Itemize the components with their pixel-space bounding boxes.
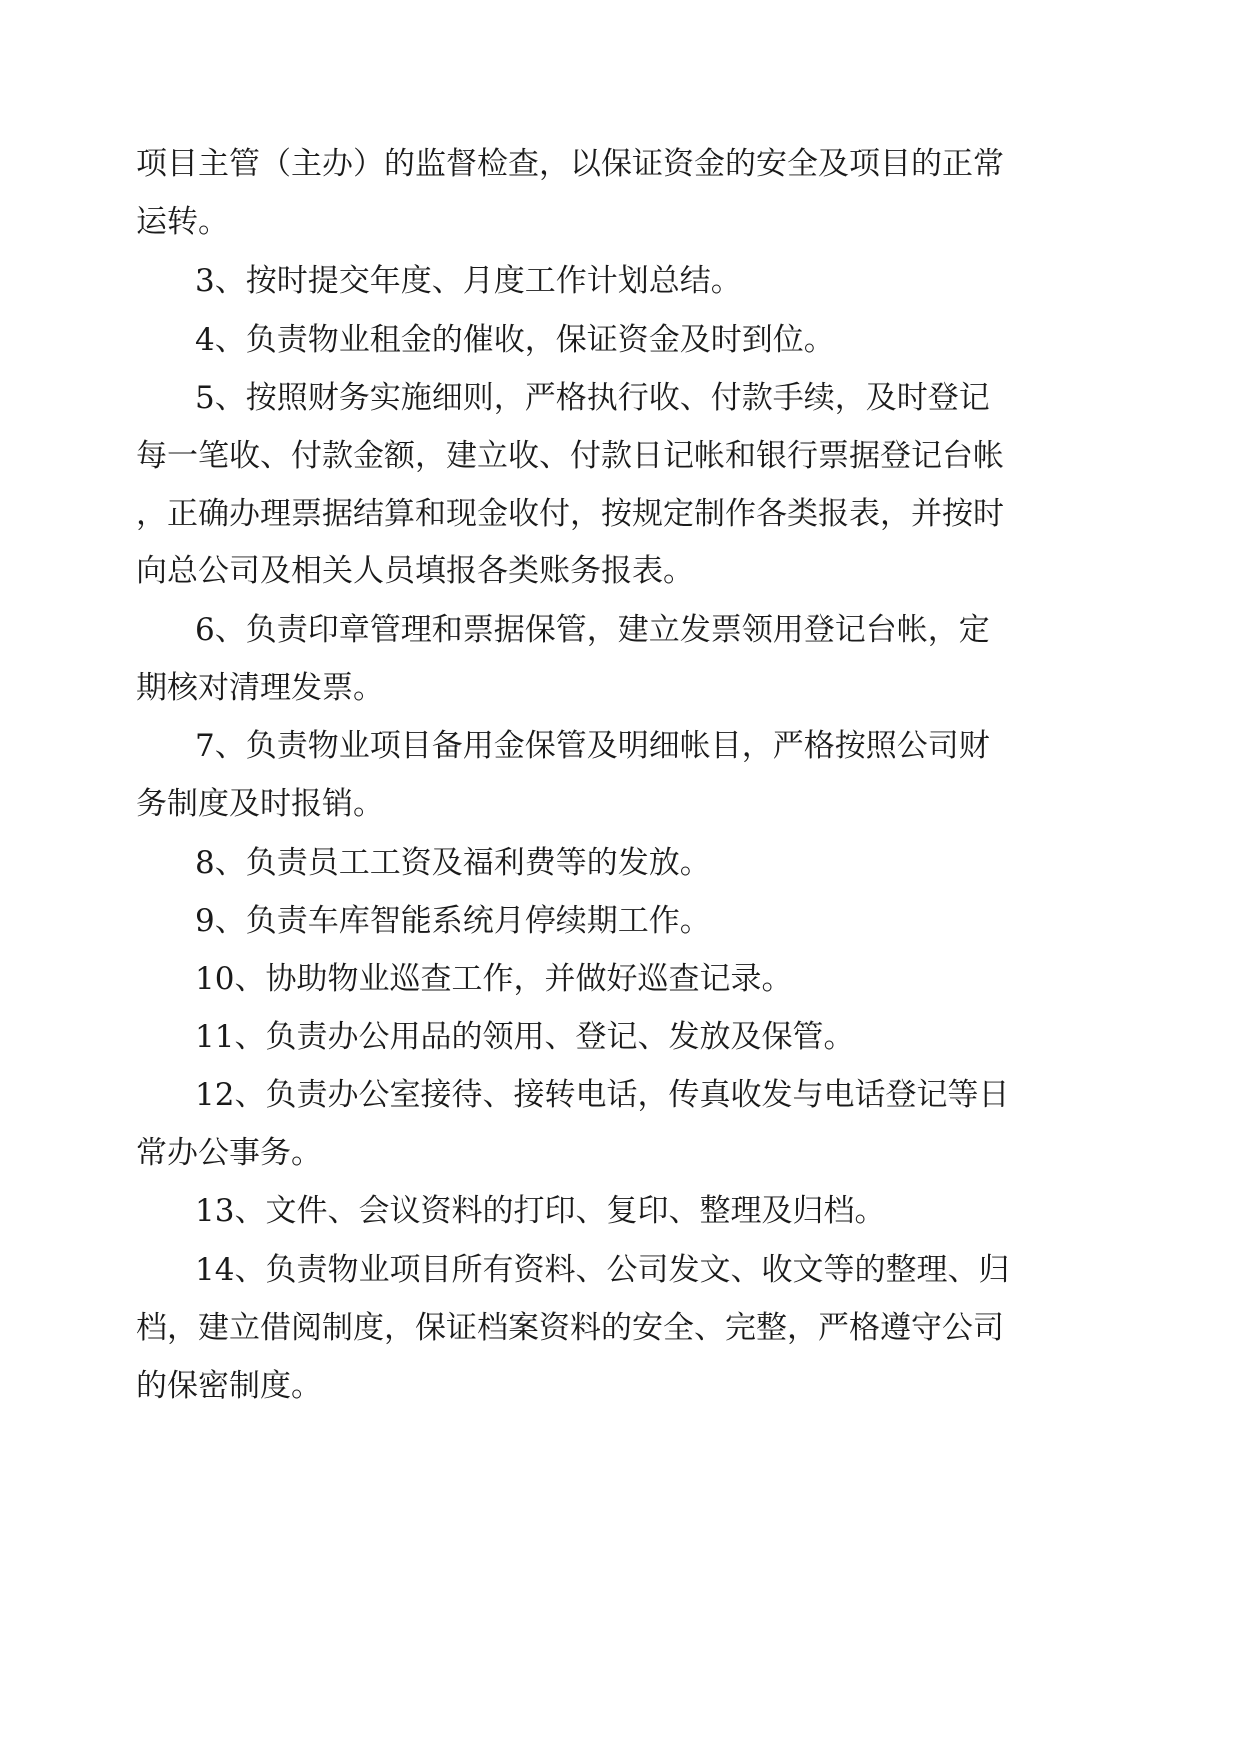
text-line-22: 的保密制度。: [136, 1368, 322, 1404]
text-line-7: ，正确办理票据结算和现金收付，按规定制作各类报表，并按时: [136, 496, 1004, 532]
text-line-11: 7、负责物业项目备用金保管及明细帐目，严格按照公司财: [195, 728, 990, 764]
text-line-16: 11、负责办公用品的领用、登记、发放及保管。: [195, 1019, 855, 1055]
text-line-18: 常办公事务。: [136, 1135, 322, 1171]
text-line-1: 项目主管（主办）的监督检查，以保证资金的安全及项目的正常: [136, 146, 1004, 182]
text-line-12: 务制度及时报销。: [136, 786, 384, 822]
text-line-9: 6、负责印章管理和票据保管，建立发票领用登记台帐，定: [195, 612, 990, 648]
text-line-6: 每一笔收、付款金额，建立收、付款日记帐和银行票据登记台帐: [136, 438, 1004, 474]
text-line-21: 档，建立借阅制度，保证档案资料的安全、完整，严格遵守公司: [136, 1310, 1004, 1346]
text-line-15: 10、协助物业巡查工作，并做好巡查记录。: [195, 961, 793, 997]
text-line-14: 9、负责车库智能系统月停续期工作。: [195, 903, 711, 939]
text-line-19: 13、文件、会议资料的打印、复印、整理及归档。: [195, 1193, 886, 1229]
text-line-10: 期核对清理发票。: [136, 670, 384, 706]
text-line-8: 向总公司及相关人员填报各类账务报表。: [136, 553, 694, 589]
text-line-20: 14、负责物业项目所有资料、公司发文、收文等的整理、归: [195, 1252, 1010, 1288]
text-line-2: 运转。: [136, 204, 229, 240]
text-line-17: 12、负责办公室接待、接转电话，传真收发与电话登记等日: [195, 1077, 1010, 1113]
text-line-3: 3、按时提交年度、月度工作计划总结。: [195, 263, 742, 299]
text-line-5: 5、按照财务实施细则，严格执行收、付款手续，及时登记: [195, 380, 990, 416]
text-line-13: 8、负责员工工资及福利费等的发放。: [195, 845, 711, 881]
text-line-4: 4、负责物业租金的催收，保证资金及时到位。: [195, 322, 835, 358]
